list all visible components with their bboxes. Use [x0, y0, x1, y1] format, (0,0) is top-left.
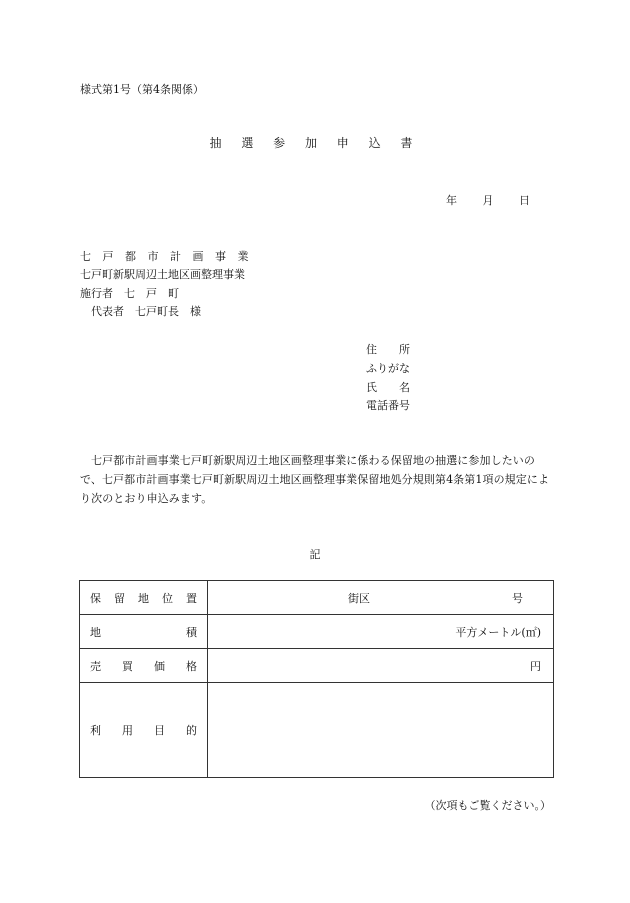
area-label: 地積: [80, 615, 208, 649]
addressee-executor: 施行者 七 戸 町: [80, 287, 179, 300]
application-body-text: 七戸都市計画事業七戸町新駅周辺土地区画整理事業に係わる保留地の抽選に参加したいので、七戸都市計画事業七戸町新駅周辺土地区画整理事業保留地処分規則第4条第1項の規定により次のとおり申込みます。: [80, 454, 550, 505]
applicant-furigana-label: ふりがな: [366, 362, 410, 375]
applicant-address-label: 住 所: [366, 343, 410, 356]
details-table: [79, 580, 554, 778]
location-block-label: 街区: [348, 592, 370, 605]
location-field[interactable]: [208, 581, 554, 615]
location-number-label: 号: [512, 592, 523, 605]
date-line: 年 月 日: [446, 194, 530, 207]
table-row: [80, 615, 554, 649]
purpose-field[interactable]: [208, 683, 554, 778]
area-unit: 平方メートル(㎡): [455, 625, 541, 639]
footer-note: （次項もご覧ください。）: [424, 799, 551, 812]
addressee-project: 七 戸 都 市 計 画 事 業: [80, 250, 253, 263]
addressee-representative: 代表者 七戸町長 様: [91, 305, 201, 318]
document-title: 抽 選 参 加 申 込 書: [209, 136, 421, 150]
price-field[interactable]: [208, 649, 554, 683]
ki-heading: 記: [309, 548, 321, 561]
table-row: [80, 683, 554, 778]
table-row: [80, 581, 554, 615]
applicant-name-label: 氏 名: [366, 381, 410, 394]
applicant-phone-label: 電話番号: [366, 399, 410, 412]
price-unit: 円: [530, 659, 541, 673]
purpose-label: 利用目的: [80, 683, 208, 778]
form-number: 様式第1号（第4条関係）: [80, 83, 204, 96]
location-label: 保留地位置: [80, 581, 208, 615]
addressee-project-name: 七戸町新駅周辺土地区画整理事業: [80, 268, 245, 281]
area-field[interactable]: [208, 615, 554, 649]
table-row: [80, 649, 554, 683]
price-label: 売買価格: [80, 649, 208, 683]
